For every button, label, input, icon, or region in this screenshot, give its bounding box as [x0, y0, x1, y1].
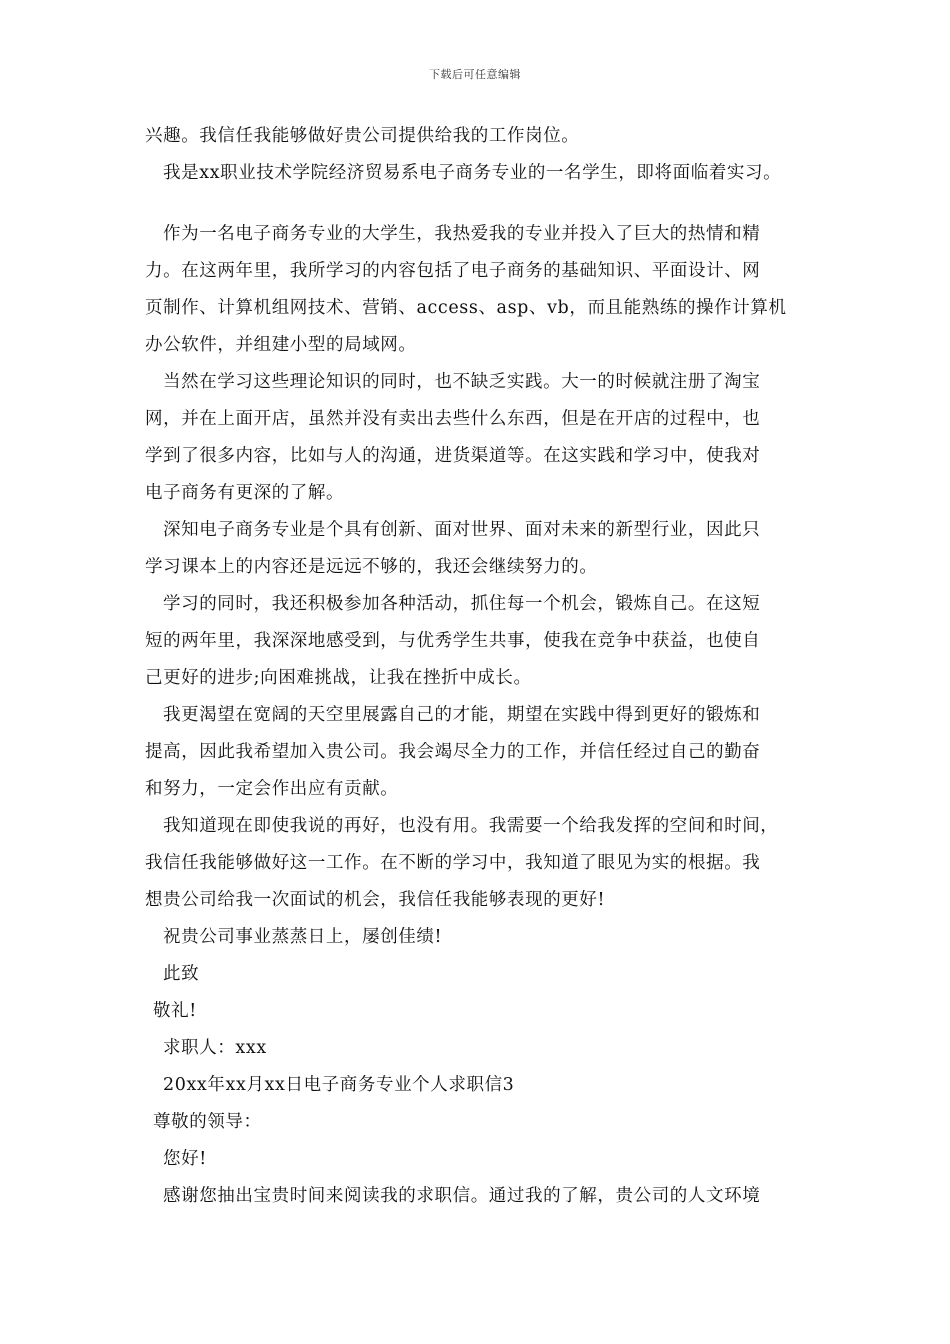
text-line: 办公软件，并组建小型的局域网。: [145, 335, 417, 355]
text-line: 我知道现在即使我说的再好，也没有用。我需要一个给我发挥的空间和时间，: [163, 816, 779, 836]
text-line: 和努力，一定会作出应有贡献。: [145, 779, 399, 799]
text-line: 我更渴望在宽阔的天空里展露自己的才能，期望在实践中得到更好的锻炼和: [163, 705, 761, 725]
text-line: 求职人：xxx: [163, 1038, 267, 1058]
text-line: 己更好的进步;向困难挑战，让我在挫折中成长。: [145, 668, 532, 688]
text-line: 我信任我能够做好这一工作。在不断的学习中，我知道了眼见为实的根据。我: [145, 853, 761, 873]
text-line: 祝贵公司事业蒸蒸日上，屡创佳绩!: [163, 927, 443, 947]
text-line: 学习课本上的内容还是远远不够的，我还会继续努力的。: [145, 557, 598, 577]
document-body: [145, 118, 825, 1215]
text-line: 短的两年里，我深深地感受到，与优秀学生共事，使我在竞争中获益，也使自: [145, 631, 761, 651]
text-line: 提高，因此我希望加入贵公司。我会竭尽全力的工作，并信任经过自己的勤奋: [145, 742, 761, 762]
text-line: 您好!: [163, 1149, 207, 1169]
text-line: 尊敬的领导：: [153, 1112, 262, 1132]
text-line: 力。在这两年里，我所学习的内容包括了电子商务的基础知识、平面设计、网: [145, 261, 761, 281]
text-line: 作为一名电子商务专业的大学生，我热爱我的专业并投入了巨大的热情和精: [163, 224, 761, 244]
text-line: 兴趣。我信任我能够做好贵公司提供给我的工作岗位。: [145, 126, 580, 146]
text-line: 我是xx职业技术学院经济贸易系电子商务专业的一名学生，即将面临着实习。: [163, 163, 782, 183]
paragraph-gap: [145, 192, 825, 216]
text-line: 感谢您抽出宝贵时间来阅读我的求职信。通过我的了解，贵公司的人文环境: [163, 1186, 761, 1206]
text-line: 学到了很多内容，比如与人的沟通，进货渠道等。在这实践和学习中，使我对: [145, 446, 761, 466]
text-line: 学习的同时，我还积极参加各种活动，抓住每一个机会，锻炼自己。在这短: [163, 594, 761, 614]
text-line: 当然在学习这些理论知识的同时，也不缺乏实践。大一的时候就注册了淘宝: [163, 372, 761, 392]
page-header-note: 下载后可任意编辑: [429, 68, 521, 81]
text-line: 敬礼!: [153, 1001, 197, 1021]
text-line: 页制作、计算机组网技术、营销、access、asp、vb，而且能熟练的操作计算机: [145, 298, 787, 318]
text-line: 20xx年xx月xx日电子商务专业个人求职信3: [163, 1075, 515, 1095]
text-line: 网，并在上面开店，虽然并没有卖出去些什么东西，但是在开店的过程中，也: [145, 409, 761, 429]
text-line: 电子商务有更深的了解。: [145, 483, 345, 503]
text-line: 深知电子商务专业是个具有创新、面对世界、面对未来的新型行业，因此只: [163, 520, 761, 540]
text-line: 想贵公司给我一次面试的机会，我信任我能够表现的更好!: [145, 890, 606, 910]
text-line: 此致: [163, 964, 200, 984]
